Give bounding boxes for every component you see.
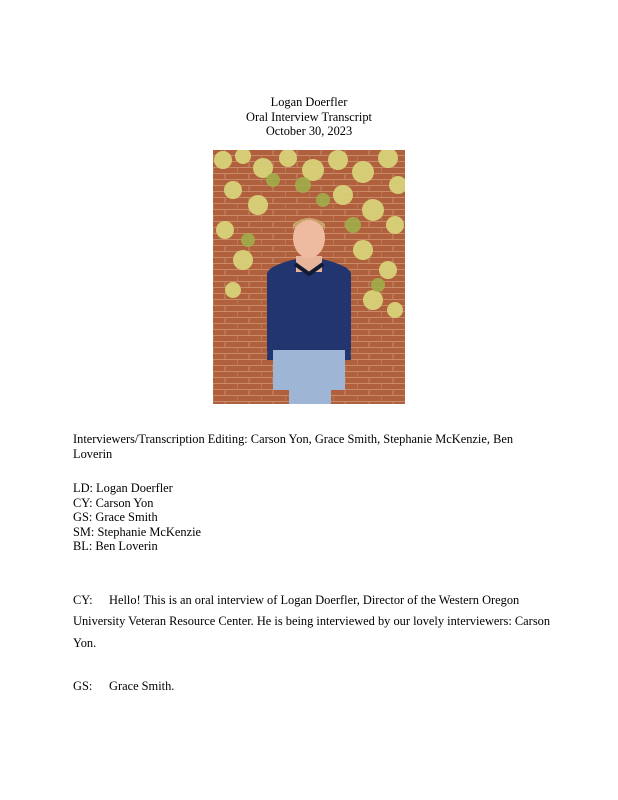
roster-item: GS: Grace Smith bbox=[73, 510, 158, 525]
transcript-entry bbox=[73, 593, 553, 608]
transcript-text: Hello! This is an oral interview of Logan Doerfler, Director of the Western Oregon bbox=[109, 593, 520, 607]
interviewers-line: Interviewers/Transcription Editing: Carson Yon, Grace Smith, Stephanie McKenzie, Ben Loverin bbox=[73, 432, 514, 461]
roster-item: LD: Logan Doerfler bbox=[73, 481, 173, 495]
transcript-text: University Veteran Resource Center. He is being interviewed by our lovely interviewers: Carson bbox=[73, 614, 551, 628]
roster-item: BL: Ben Loverin bbox=[73, 539, 158, 554]
interviewee-name: Logan Doerfler bbox=[270, 95, 348, 109]
transcript-text: Grace Smith. bbox=[109, 679, 175, 693]
roster-item: CY: Carson Yon bbox=[73, 495, 154, 510]
speaker-roster bbox=[73, 481, 201, 554]
transcript-entry bbox=[73, 679, 553, 694]
speaker-label: CY: bbox=[73, 593, 93, 607]
roster-item: SM: Stephanie McKenzie bbox=[73, 524, 202, 539]
portrait-photo bbox=[213, 150, 405, 404]
document-title: Oral Interview Transcript bbox=[246, 109, 372, 124]
interview-date: October 30, 2023 bbox=[265, 124, 353, 139]
speaker-label: GS: bbox=[73, 679, 93, 693]
transcript-text: Yon. bbox=[73, 636, 97, 650]
